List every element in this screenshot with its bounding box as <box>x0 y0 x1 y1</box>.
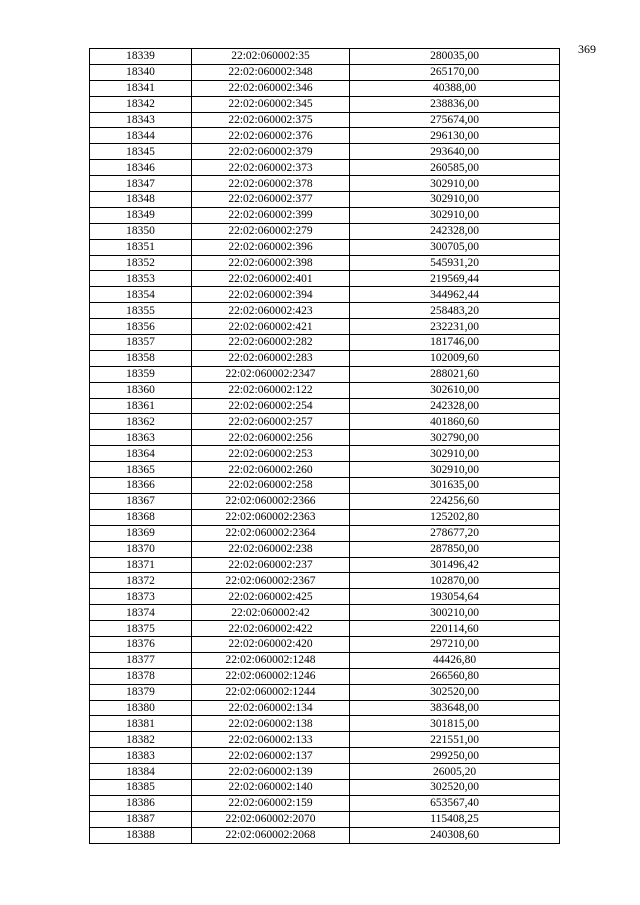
cadastral-number-cell: 22:02:060002:159 <box>192 795 350 811</box>
table-row <box>90 541 560 557</box>
row-number-cell: 18347 <box>90 176 192 192</box>
cadastral-number-cell: 22:02:060002:378 <box>192 176 350 192</box>
cadastral-number-cell: 22:02:060002:425 <box>192 589 350 605</box>
row-number-cell: 18349 <box>90 207 192 223</box>
row-number-cell: 18340 <box>90 64 192 80</box>
value-cell: 301815,00 <box>350 716 560 732</box>
cadastral-number-cell: 22:02:060002:2068 <box>192 827 350 843</box>
row-number-cell: 18366 <box>90 478 192 494</box>
row-number-cell: 18345 <box>90 144 192 160</box>
table-row <box>90 382 560 398</box>
cadastral-number-cell: 22:02:060002:253 <box>192 446 350 462</box>
cadastral-number-cell: 22:02:060002:2366 <box>192 493 350 509</box>
cadastral-number-cell: 22:02:060002:42 <box>192 605 350 621</box>
value-cell: 301496,42 <box>350 557 560 573</box>
value-cell: 265170,00 <box>350 64 560 80</box>
table-row <box>90 700 560 716</box>
row-number-cell: 18376 <box>90 636 192 652</box>
cadastral-number-cell: 22:02:060002:133 <box>192 732 350 748</box>
table-row <box>90 605 560 621</box>
row-number-cell: 18358 <box>90 350 192 366</box>
value-cell: 653567,40 <box>350 795 560 811</box>
row-number-cell: 18381 <box>90 716 192 732</box>
row-number-cell: 18362 <box>90 414 192 430</box>
row-number-cell: 18361 <box>90 398 192 414</box>
table-row <box>90 271 560 287</box>
table-row <box>90 144 560 160</box>
registry-table-body <box>90 49 560 844</box>
table-row <box>90 303 560 319</box>
row-number-cell: 18353 <box>90 271 192 287</box>
cadastral-number-cell: 22:02:060002:346 <box>192 80 350 96</box>
table-row <box>90 462 560 478</box>
value-cell: 44426,80 <box>350 652 560 668</box>
row-number-cell: 18360 <box>90 382 192 398</box>
row-number-cell: 18363 <box>90 430 192 446</box>
row-number-cell: 18356 <box>90 319 192 335</box>
cadastral-number-cell: 22:02:060002:348 <box>192 64 350 80</box>
value-cell: 102870,00 <box>350 573 560 589</box>
table-row <box>90 430 560 446</box>
value-cell: 302520,00 <box>350 779 560 795</box>
row-number-cell: 18344 <box>90 128 192 144</box>
value-cell: 302910,00 <box>350 207 560 223</box>
row-number-cell: 18385 <box>90 779 192 795</box>
row-number-cell: 18378 <box>90 668 192 684</box>
value-cell: 288021,60 <box>350 366 560 382</box>
table-row <box>90 652 560 668</box>
row-number-cell: 18388 <box>90 827 192 843</box>
cadastral-number-cell: 22:02:060002:2367 <box>192 573 350 589</box>
table-row <box>90 398 560 414</box>
cadastral-number-cell: 22:02:060002:1244 <box>192 684 350 700</box>
cadastral-number-cell: 22:02:060002:134 <box>192 700 350 716</box>
row-number-cell: 18339 <box>90 49 192 65</box>
value-cell: 242328,00 <box>350 223 560 239</box>
value-cell: 232231,00 <box>350 319 560 335</box>
cadastral-number-cell: 22:02:060002:345 <box>192 96 350 112</box>
value-cell: 224256,60 <box>350 493 560 509</box>
value-cell: 301635,00 <box>350 478 560 494</box>
value-cell: 125202,80 <box>350 509 560 525</box>
table-row <box>90 573 560 589</box>
table-row <box>90 366 560 382</box>
cadastral-number-cell: 22:02:060002:254 <box>192 398 350 414</box>
table-row <box>90 112 560 128</box>
table-row <box>90 764 560 780</box>
row-number-cell: 18365 <box>90 462 192 478</box>
table-row <box>90 636 560 652</box>
row-number-cell: 18380 <box>90 700 192 716</box>
registry-table <box>89 48 560 844</box>
table-row <box>90 64 560 80</box>
table-row <box>90 49 560 65</box>
row-number-cell: 18367 <box>90 493 192 509</box>
row-number-cell: 18373 <box>90 589 192 605</box>
row-number-cell: 18369 <box>90 525 192 541</box>
table-row <box>90 335 560 351</box>
cadastral-number-cell: 22:02:060002:422 <box>192 621 350 637</box>
cadastral-number-cell: 22:02:060002:423 <box>192 303 350 319</box>
row-number-cell: 18375 <box>90 621 192 637</box>
table-row <box>90 732 560 748</box>
table-row <box>90 207 560 223</box>
row-number-cell: 18370 <box>90 541 192 557</box>
cadastral-number-cell: 22:02:060002:282 <box>192 335 350 351</box>
cadastral-number-cell: 22:02:060002:373 <box>192 160 350 176</box>
table-row <box>90 668 560 684</box>
value-cell: 115408,25 <box>350 811 560 827</box>
cadastral-number-cell: 22:02:060002:137 <box>192 748 350 764</box>
cadastral-number-cell: 22:02:060002:258 <box>192 478 350 494</box>
row-number-cell: 18387 <box>90 811 192 827</box>
row-number-cell: 18343 <box>90 112 192 128</box>
cadastral-number-cell: 22:02:060002:401 <box>192 271 350 287</box>
row-number-cell: 18377 <box>90 652 192 668</box>
cadastral-number-cell: 22:02:060002:399 <box>192 207 350 223</box>
value-cell: 302790,00 <box>350 430 560 446</box>
cadastral-number-cell: 22:02:060002:122 <box>192 382 350 398</box>
table-row <box>90 525 560 541</box>
cadastral-number-cell: 22:02:060002:2070 <box>192 811 350 827</box>
cadastral-number-cell: 22:02:060002:260 <box>192 462 350 478</box>
table-row <box>90 779 560 795</box>
cadastral-number-cell: 22:02:060002:2364 <box>192 525 350 541</box>
row-number-cell: 18351 <box>90 239 192 255</box>
cadastral-number-cell: 22:02:060002:377 <box>192 192 350 208</box>
cadastral-number-cell: 22:02:060002:420 <box>192 636 350 652</box>
row-number-cell: 18384 <box>90 764 192 780</box>
table-row <box>90 493 560 509</box>
table-row <box>90 128 560 144</box>
value-cell: 401860,60 <box>350 414 560 430</box>
row-number-cell: 18354 <box>90 287 192 303</box>
cadastral-number-cell: 22:02:060002:279 <box>192 223 350 239</box>
value-cell: 296130,00 <box>350 128 560 144</box>
value-cell: 383648,00 <box>350 700 560 716</box>
value-cell: 300705,00 <box>350 239 560 255</box>
table-row <box>90 509 560 525</box>
value-cell: 302910,00 <box>350 446 560 462</box>
row-number-cell: 18357 <box>90 335 192 351</box>
table-row <box>90 96 560 112</box>
value-cell: 344962,44 <box>350 287 560 303</box>
table-row <box>90 350 560 366</box>
cadastral-number-cell: 22:02:060002:2363 <box>192 509 350 525</box>
cadastral-number-cell: 22:02:060002:35 <box>192 49 350 65</box>
row-number-cell: 18382 <box>90 732 192 748</box>
table-row <box>90 478 560 494</box>
table-row <box>90 80 560 96</box>
value-cell: 40388,00 <box>350 80 560 96</box>
value-cell: 266560,80 <box>350 668 560 684</box>
row-number-cell: 18348 <box>90 192 192 208</box>
value-cell: 240308,60 <box>350 827 560 843</box>
table-row <box>90 795 560 811</box>
row-number-cell: 18342 <box>90 96 192 112</box>
value-cell: 242328,00 <box>350 398 560 414</box>
table-row <box>90 192 560 208</box>
value-cell: 287850,00 <box>350 541 560 557</box>
cadastral-number-cell: 22:02:060002:237 <box>192 557 350 573</box>
value-cell: 299250,00 <box>350 748 560 764</box>
value-cell: 220114,60 <box>350 621 560 637</box>
table-row <box>90 827 560 843</box>
value-cell: 300210,00 <box>350 605 560 621</box>
table-row <box>90 621 560 637</box>
table-row <box>90 589 560 605</box>
row-number-cell: 18359 <box>90 366 192 382</box>
row-number-cell: 18374 <box>90 605 192 621</box>
cadastral-number-cell: 22:02:060002:376 <box>192 128 350 144</box>
value-cell: 280035,00 <box>350 49 560 65</box>
cadastral-number-cell: 22:02:060002:140 <box>192 779 350 795</box>
row-number-cell: 18364 <box>90 446 192 462</box>
table-row <box>90 160 560 176</box>
value-cell: 297210,00 <box>350 636 560 652</box>
cadastral-number-cell: 22:02:060002:375 <box>192 112 350 128</box>
cadastral-number-cell: 22:02:060002:421 <box>192 319 350 335</box>
table-row <box>90 414 560 430</box>
table-row <box>90 446 560 462</box>
cadastral-number-cell: 22:02:060002:398 <box>192 255 350 271</box>
row-number-cell: 18350 <box>90 223 192 239</box>
value-cell: 181746,00 <box>350 335 560 351</box>
value-cell: 102009,60 <box>350 350 560 366</box>
cadastral-number-cell: 22:02:060002:139 <box>192 764 350 780</box>
value-cell: 302910,00 <box>350 192 560 208</box>
row-number-cell: 18368 <box>90 509 192 525</box>
value-cell: 545931,20 <box>350 255 560 271</box>
value-cell: 219569,44 <box>350 271 560 287</box>
page-number: 369 <box>578 42 596 56</box>
value-cell: 278677,20 <box>350 525 560 541</box>
cadastral-number-cell: 22:02:060002:2347 <box>192 366 350 382</box>
row-number-cell: 18386 <box>90 795 192 811</box>
cadastral-number-cell: 22:02:060002:138 <box>192 716 350 732</box>
cadastral-number-cell: 22:02:060002:256 <box>192 430 350 446</box>
cadastral-number-cell: 22:02:060002:394 <box>192 287 350 303</box>
value-cell: 275674,00 <box>350 112 560 128</box>
table-row <box>90 811 560 827</box>
table-row <box>90 255 560 271</box>
cadastral-number-cell: 22:02:060002:379 <box>192 144 350 160</box>
row-number-cell: 18352 <box>90 255 192 271</box>
row-number-cell: 18372 <box>90 573 192 589</box>
table-row <box>90 684 560 700</box>
cadastral-number-cell: 22:02:060002:1248 <box>192 652 350 668</box>
value-cell: 221551,00 <box>350 732 560 748</box>
value-cell: 302910,00 <box>350 176 560 192</box>
table-row <box>90 287 560 303</box>
value-cell: 258483,20 <box>350 303 560 319</box>
cadastral-number-cell: 22:02:060002:1246 <box>192 668 350 684</box>
cadastral-number-cell: 22:02:060002:257 <box>192 414 350 430</box>
value-cell: 193054,64 <box>350 589 560 605</box>
value-cell: 302520,00 <box>350 684 560 700</box>
table-row <box>90 319 560 335</box>
row-number-cell: 18341 <box>90 80 192 96</box>
value-cell: 26005,20 <box>350 764 560 780</box>
table-row <box>90 748 560 764</box>
cadastral-number-cell: 22:02:060002:283 <box>192 350 350 366</box>
row-number-cell: 18346 <box>90 160 192 176</box>
cadastral-number-cell: 22:02:060002:396 <box>192 239 350 255</box>
row-number-cell: 18371 <box>90 557 192 573</box>
table-row <box>90 716 560 732</box>
value-cell: 302610,00 <box>350 382 560 398</box>
row-number-cell: 18355 <box>90 303 192 319</box>
value-cell: 238836,00 <box>350 96 560 112</box>
row-number-cell: 18383 <box>90 748 192 764</box>
value-cell: 260585,00 <box>350 160 560 176</box>
cadastral-number-cell: 22:02:060002:238 <box>192 541 350 557</box>
table-row <box>90 176 560 192</box>
row-number-cell: 18379 <box>90 684 192 700</box>
value-cell: 302910,00 <box>350 462 560 478</box>
table-row <box>90 557 560 573</box>
value-cell: 293640,00 <box>350 144 560 160</box>
table-row <box>90 223 560 239</box>
table-row <box>90 239 560 255</box>
